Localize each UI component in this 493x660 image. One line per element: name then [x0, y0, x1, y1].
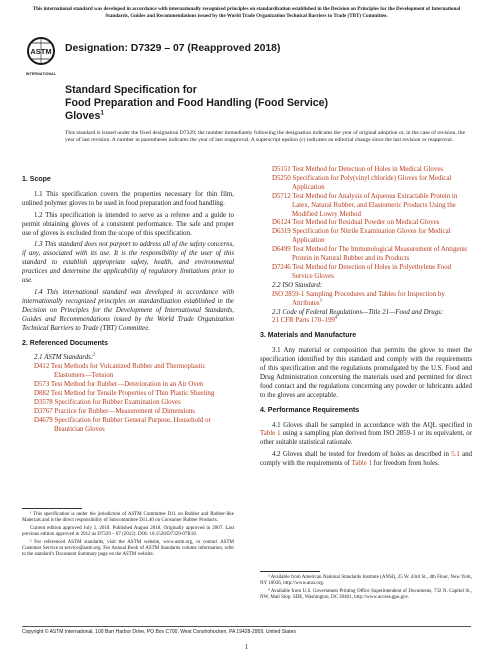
cfr-reference[interactable]: 21 CFR Parts $170-199^4$	[272, 315, 338, 325]
reference-item[interactable]	[272, 175, 472, 193]
right-reference-list	[260, 166, 472, 282]
astm-logo	[26, 34, 56, 72]
iso-label: 2.2 ISO Standard:	[272, 281, 323, 289]
performance-heading: 4. Performance Requirements	[260, 406, 360, 414]
reference-code[interactable]: D6319	[272, 228, 291, 236]
table-1-link-2[interactable]: Table 1	[351, 460, 372, 468]
reference-item[interactable]	[272, 228, 472, 246]
reference-item[interactable]	[34, 363, 234, 381]
reference-item[interactable]	[272, 219, 472, 228]
reference-title[interactable]: Specification for Rubber Examination Gloves	[54, 398, 181, 406]
reference-code[interactable]: D5151	[272, 166, 291, 173]
left-column	[22, 170, 234, 435]
reference-title[interactable]: Test Method for Residual Powder on Medical Gloves	[292, 219, 440, 227]
referenced-documents-heading: 2. Referenced Documents	[22, 339, 108, 347]
copyright: Copyright © ASTM International, 100 Barr Harbor Drive, PO Box C700, West Conshohocken, PA 19428-2959. United States	[22, 629, 296, 635]
title-line-2: Food Preparation and Food Handling (Food Service)	[65, 97, 329, 109]
reference-title[interactable]: Test Methods for Vulcanized Rubber and Thermoplastic Elastomers—Tension	[50, 363, 206, 380]
left-reference-list	[22, 363, 234, 434]
reference-title[interactable]: Test Method for Detection of Holes in Medical Gloves	[292, 166, 444, 173]
document-title	[65, 84, 465, 123]
reference-title[interactable]: Specification for Poly(vinyl chloride) Gloves for Medical Application	[292, 174, 452, 191]
iso-reference[interactable]: ISO 2859-1 Sampling Procedures and Tables for Inspection by Attributes$^3$	[272, 290, 445, 307]
reference-code[interactable]: D6124	[272, 219, 291, 227]
page-number: 1	[244, 643, 249, 651]
reference-code[interactable]: D882	[34, 390, 50, 398]
scope-1-3: 1.3 This standard does not purport to address all of the safety concerns, if any, associated with its use. It is the responsibility of the user of this standard to establish appropriate safety, health, and environmental practices and determine the applicability of regulatory limitations prior to use.	[22, 241, 234, 285]
right-column	[260, 166, 472, 472]
footnote-3: ³ Available from American National Standards Institute (ANSI), 25 W. 43rd St., 4th Floor, New York, NY 10036, http://www.ansi.org.	[260, 575, 472, 587]
footnote-rule-left	[22, 508, 82, 509]
reference-title[interactable]: Test Method for Rubber—Deterioration in an Air Oven	[50, 381, 204, 389]
reference-code[interactable]: D573	[34, 381, 50, 389]
astm-standards-label: 2.1 ASTM Standards:$^2$	[34, 352, 96, 362]
tbt-notice: This international standard was developed in accordance with internationally recognized principles on standardization established in the Decision on Principles for the Development of International Standards, Guides and Recommendations issued by the World Trade Organization Technical Barriers to Trade (TBT) Committee.	[32, 6, 461, 19]
reference-item[interactable]	[34, 417, 234, 435]
footnote-1-edition: Current edition approved July 1, 2018. Published August 2018. Originally approved in 2007. Last previous edition approved in 2012 as D7329 – 07 (2012). DOI: 10.1520/D7329-07R18.	[22, 525, 234, 538]
reference-item[interactable]	[272, 193, 472, 220]
footnote-1: ¹ This specification is under the jurisdiction of ASTM Committee D11 on Rubber and Rubber-like Materials and is the direct responsibility of Subcommittee D11.40 on Consumer Rubber Products.	[22, 512, 234, 524]
reference-code[interactable]: D4679	[34, 416, 53, 424]
materials-heading: 3. Materials and Manufacture	[260, 332, 357, 340]
footnote-mark[interactable]: 1	[100, 109, 104, 117]
reference-item[interactable]	[272, 166, 472, 175]
title-line-3: Gloves$^1$	[65, 109, 104, 122]
scope-1-1: 1.1 This specification covers the properties necessary for thin film, unlined polymer gloves to be used in food preparation and food handling.	[22, 190, 234, 207]
footnote-4: ⁴ Available from U.S. Government Printing Office Superintendent of Documents, 732 N. Capitol St., NW, Mail Stop: SDE, Washington, DC 20401, http://www.access.gpo.gov.	[260, 588, 472, 601]
reference-title[interactable]: Test Method for Tensile Properties of Thin Plastic Sheeting	[50, 390, 215, 398]
materials-3-1: 3.1 Any material or composition that permits the glove to meet the specification identified by this standard and comply with the requirements of this specification and the regulations promulgated by the U.S. Food and Drug Administration concerning the materials used and permitted for direct food contact and the regulations concerning any powder or lubricants added to the gloves are acceptable.	[260, 347, 472, 399]
preamble: This standard is issued under the fixed designation D7329; the number immediately following the designation indicates the year of original adoption or, in the case of revision, the year of last revision. A number in parentheses indicates the year of last reapproval. A superscript epsilon (ε) indicates an editorial change since the last revision or reapproval.	[65, 130, 465, 144]
footnotes-left	[22, 512, 234, 560]
reference-item[interactable]	[34, 408, 234, 417]
section-5-1-link[interactable]: 5.1	[451, 451, 460, 459]
performance-4-2: 4.2 Gloves shall be tested for freedom of holes as described in 5.1 and comply with the requirements of Table 1 for freedom from holes.	[260, 451, 473, 468]
logo-caption: INTERNATIONAL	[25, 72, 57, 76]
reference-title[interactable]: Specification for Nitrile Examination Gloves for Medical Application	[292, 228, 451, 245]
reference-code[interactable]: D6499	[272, 246, 291, 254]
reference-title[interactable]: Test Method for Analysis of Aqueous Extractable Protein in Latex, Natural Rubber, and Elastomeric Products Using the Modified Lowry Method	[292, 192, 458, 218]
svg-text:ASTM: ASTM	[30, 47, 52, 56]
scope-1-2: 1.2 This specification is intended to serve as a referee and a guide to permit obtaining gloves of a consistent performance. The safe and proper use of gloves is excluded from the scope of this specification.	[22, 211, 234, 237]
reference-item[interactable]	[272, 264, 472, 282]
reference-item[interactable]	[272, 246, 472, 264]
reference-code[interactable]: D5250	[272, 174, 291, 182]
copyright-rule	[22, 626, 471, 627]
reference-item[interactable]	[34, 399, 234, 408]
reference-item[interactable]	[34, 390, 234, 399]
reference-title[interactable]: Specification for Rubber General Purpose, Household or Beautician Gloves	[54, 416, 211, 433]
title-line-1: Standard Specification for	[65, 84, 197, 96]
scope-1-4: 1.4 This international standard was developed in accordance with internationally recognized principles on standardization established in the Decision on Principles for the Development of International Standards, Guides and Recommendations issued by the World Trade Organization Technical Barriers to Trade (TBT) Committee.	[22, 288, 234, 332]
reference-title[interactable]: Test Method for Detection of Holes in Polyethylene Food Service Gloves	[292, 263, 452, 280]
reference-code[interactable]: D3578	[34, 398, 53, 406]
reference-code[interactable]: D7246	[272, 263, 291, 271]
reference-item[interactable]	[34, 381, 234, 390]
reference-title[interactable]: Practice for Rubber—Measurement of Dimensions	[54, 407, 195, 415]
cfr-label: 2.3 Code of Federal Regulations—Title 21—Food and Drugs:	[272, 308, 444, 316]
reference-title[interactable]: Test Method for The Immunological Measurement of Antigenic Protein in Natural Rubber and its Products	[292, 246, 469, 263]
reference-code[interactable]: D5712	[272, 192, 291, 200]
footnote-2: ² For referenced ASTM standards, visit the ASTM website, www.astm.org, or contact ASTM Customer Service at service@astm.org. For Annual Book of ASTM Standards volume information, refer to the standard's Document Summary page on the ASTM website.	[22, 539, 234, 558]
reference-code[interactable]: D3767	[34, 407, 53, 415]
reference-code[interactable]: D412	[34, 363, 50, 371]
designation: Designation: D7329 – 07 (Reapproved 2018)	[65, 43, 281, 54]
footnotes-right	[260, 575, 472, 603]
scope-heading: 1. Scope	[22, 176, 51, 183]
footnote-rule-right	[260, 571, 320, 572]
performance-4-1: 4.1 Gloves shall be sampled in accordance with the AQL specified in Table 1 using a sampling plan derived from ISO 2859-1 or its equivalent, or other suitable statistical rationale.	[260, 421, 473, 447]
table-1-link[interactable]: Table 1	[260, 430, 281, 438]
